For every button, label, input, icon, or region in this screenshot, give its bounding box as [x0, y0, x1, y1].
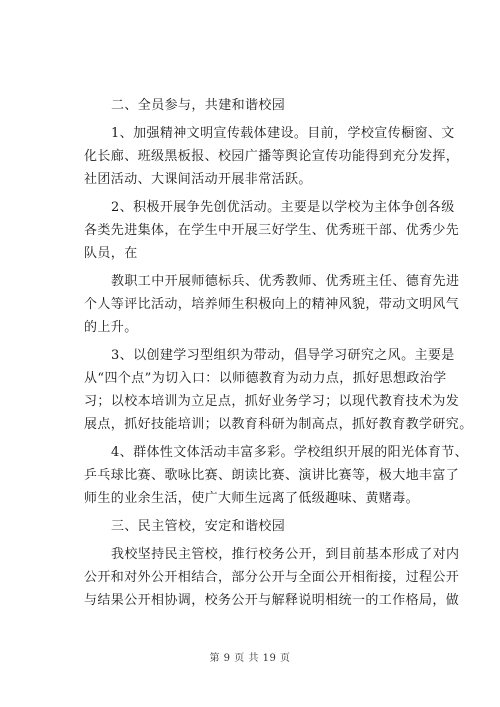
paragraph-line: 队员，在: [84, 246, 138, 261]
paragraph-line: 4、群体性文体活动丰富多彩。学校组织开展的阳光体育节、: [111, 445, 469, 460]
paragraph-line: 师生的业余生活，使广大师生远离了低级趣味、黄赌毒。: [84, 491, 420, 506]
paragraph-line: 与结果公开相协调，校务公开与解释说明相统一的工作格局，做: [84, 593, 460, 608]
paragraph-line: 1、加强精神文明宣传载体建设。目前，学校宣传橱窗、文: [111, 126, 455, 141]
paragraph-line: 各类先进集体，在学生中开展三好学生、优秀班干部、优秀少先: [84, 223, 460, 238]
paragraph-line: 从“四个点”为切入口：以师德教育为动力点，抓好思想政治学: [84, 371, 447, 386]
section-heading: 三、民主管校，安定和谐校园: [111, 519, 286, 534]
paragraph-line: 的上升。: [84, 320, 138, 335]
section-heading: 二、全员参与，共建和谐校园: [111, 98, 286, 113]
paragraph-line: 展点，抓好技能培训；以教育科研为制高点，抓好教育教学研究。: [84, 417, 473, 432]
paragraph-line: 乒乓球比赛、歌咏比赛、朗读比赛、演讲比赛等，极大地丰富了: [84, 468, 460, 483]
paragraph-line: 化长廊、班级黑板报、校园广播等舆论宣传功能得到充分发挥，: [84, 149, 460, 164]
paragraph-line: 教职工中开展师德标兵、优秀教师、优秀班主任、德育先进: [111, 274, 460, 289]
page-number-footer: 第 9 页 共 19 页: [209, 653, 291, 664]
paragraph-line: 习；以校本培训为立足点，抓好业务学习；以现代教育技术为发: [84, 394, 460, 409]
paragraph-line: 社团活动、大课间活动开展非常活跃。: [84, 172, 312, 187]
paragraph-line: 公开和对外公开相结合，部分公开与全面公开相衔接，过程公开: [84, 570, 460, 585]
paragraph-line: 2、积极开展争先创优活动。主要是以学校为主体争创各级: [111, 200, 455, 215]
paragraph-line: 3、以创建学习型组织为带动，倡导学习研究之风。主要是: [111, 348, 455, 363]
paragraph-line: 个人等评比活动，培养师生积极向上的精神风貌，带动文明风气: [84, 297, 460, 312]
paragraph-line: 我校坚持民主管校，推行校务公开，到目前基本形成了对内: [111, 547, 460, 562]
